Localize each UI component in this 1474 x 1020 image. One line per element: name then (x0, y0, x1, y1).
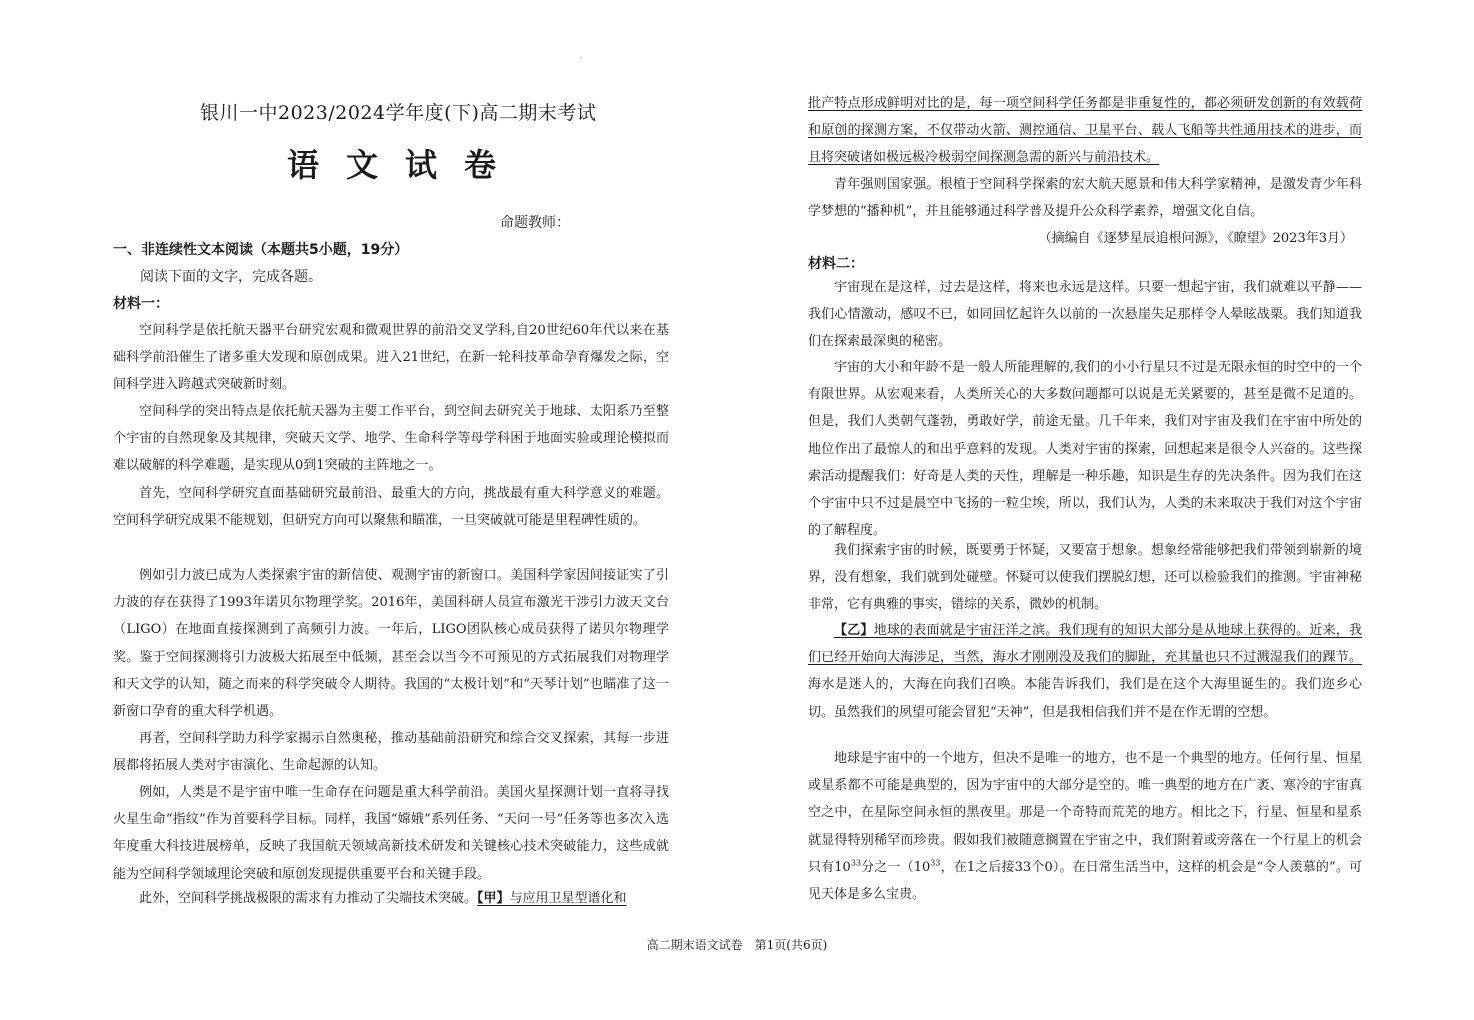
material2-paragraph: 宇宙现在是这样，过去是这样，将来也永远是这样。只要一想起宇宙，我们就难以平静——我们心情激动，感叹不已，如同回忆起许久以前的一次悬崖失足那样令人晕眩战栗。我们知道我们在探索最深奥的秘密。 (808, 280, 1362, 350)
material1-paragraph: 例如引力波已成为人类探索宇宙的新信使、观测宇宙的新窗口。美国科学家因间接证实了引力波的存在获得了1993年诺贝尔物理学奖。2016年，美国科研人员宣布激光干涉引力波天文台（LIGO）在地面直接探测到了高频引力波。一年后，LIGO团队核心成员获得了诺贝尔物理学奖。鉴于空间探测将引力波极大拓展至中低频，甚至会以当今不可预见的方式拓展我们对物理学和天文学的认知，随之而来的科学突破令人期待。我国的“太极计划”和“天琴计划”也瞄准了这一新窗口孕育的重大科学机遇。 (113, 568, 669, 720)
mark-yi: 【乙】 (834, 623, 874, 638)
material1-paragraph-jia: 此外，空间科学挑战极限的需求有力推动了尖端技术突破。【甲】与应用卫星型谱化和 (139, 891, 627, 906)
material2-paragraph: 我们探索宇宙的时候，既要勇于怀疑，又要富于想象。想象经常能够把我们带领到崭新的境界，没有想象，我们就到处碰壁。怀疑可以使我们摆脱幻想，还可以检验我们的推测。宇宙神秘非常，它有典雅的事实，错综的关系，微妙的机制。 (808, 543, 1362, 613)
material1-paragraph: 例如，人类是不是宇宙中唯一生命存在问题是重大科学前沿。美国火星探测计划一直将寻找火星生命“指纹”作为首要科学目标。同样，我国“嫦娥”系列任务、“天问一号”任务等也多次入选年度重大科技进展榜单，反映了我国航天领域高新技术研发和关键核心技术突破能力，这些成就能为空间科学领域理论突破和原创发现提供重要平台和关键手段。 (113, 785, 669, 882)
source-citation: （摘编自《逐梦星辰追根问源》，《瞭望》2023年3月） (1038, 231, 1353, 246)
mark-jia: 【甲】 (477, 891, 510, 906)
page-footer: 高二期末语文试卷 第1页(共6页) (646, 938, 828, 952)
underlined-text: 与应用卫星型谱化和 (509, 891, 627, 906)
material2-paragraph: 地球是宇宙中的一个地方，但决不是唯一的地方，也不是一个典型的地方。任何行星、恒星或星系都不可能是典型的，因为宇宙中的大部分是空的。唯一典型的地方在广袤、寒冷的宇宙真空之中，在星际空间永恒的黑夜里。那是一个奇特而荒芜的地方。相比之下，行星、恒星和星系就显得特别稀罕而珍贵。假如我们被随意搁置在宇宙之中，我们附着或旁落在一个行星上的机会只有$10^{33}$分之一（$10^{33}$，在1之后接33个0）。在日常生活当中，这样的机会是“令人羡慕的”。可见天体是多么宝贵。 (808, 751, 1362, 903)
school-title: 银川一中2023/2024学年度(下)高二期末考试 (200, 102, 597, 124)
material2-label: 材料二： (808, 256, 864, 272)
material1-paragraph: 空间科学是依托航天器平台研究宏观和微观世界的前沿交叉学科,自20世纪60年代以来在基础科学前沿催生了诸多重大发现和原创成果。进入21世纪，在新一轮科技革命孕育爆发之际，空间科学进入跨越式突破新时刻。 (113, 323, 669, 393)
material1-paragraph: 再者，空间科学助力科学家揭示自然奥秘，推动基础前沿研究和综合交叉探索，其每一步进展都将拓展人类对宇宙演化、生命起源的认知。 (113, 731, 669, 774)
underlined-text: 地球的表面就是宇宙汪洋之滨。我们现有的知识大部分是从地球上获得的。近来，我们已经开始向大海涉足，当然，海水才刚刚没及我们的脚趾，充其量也只不过溅湿我们的踝节。 (808, 623, 1362, 666)
material1-paragraph: 首先，空间科学研究直面基础研究最前沿、最重大的方向，挑战最有重大科学意义的难题。空间科学研究成果不能规划，但研究方向可以聚焦和瞄准，一旦突破就可能是里程碑性质的。 (113, 486, 669, 529)
paper-title: 语文试卷 (287, 146, 524, 184)
material1-paragraph: 空间科学的突出特点是依托航天器为主要工作平台，到空间去研究关于地球、太阳系乃至整个宇宙的自然现象及其规律，突破天文学、地学、生命科学等母学科困于地面实验或理论模拟而难以破解的科学难题，是实现从0到1突破的主阵地之一。 (113, 404, 669, 474)
material2-paragraph: 宇宙的大小和年龄不是一般人所能理解的,我们的小小行星只不过是无限永恒的时空中的一个有限世界。从宏观来看，人类所关心的大多数问题都可以说是无关紧要的，甚至是微不足道的。但是，我们人类朝气蓬勃，勇敢好学，前途无量。几千年来，我们对宇宙及我们在宇宙中所处的地位作出了最惊人的和出乎意料的发现。人类对宇宙的探索，回想起来是很令人兴奋的。这些探索活动提醒我们：好奇是人类的天性，理解是一种乐趣，知识是生存的先决条件。因为我们在这个宇宙中只不过是晨空中飞扬的一粒尘埃，所以，我们认为，人类的未来取决于我们对这个宇宙的了解程度。 (808, 360, 1362, 539)
material1-paragraph: 青年强则国家强。根植于空间科学探索的宏大航天愿景和伟大科学家精神，是激发青少年科学梦想的“播种机”，并且能够通过科学普及提升公众科学素养，增强文化自信。 (808, 177, 1362, 220)
section-instruction: 阅读下面的文字，完成各题。 (140, 269, 322, 285)
material1-label: 材料一： (113, 296, 169, 312)
stray-dot: · (580, 55, 582, 62)
material2-paragraph-yi: 【乙】地球的表面就是宇宙汪洋之滨。我们现有的知识大部分是从地球上获得的。近来，我们已经开始向大海涉足，当然，海水才刚刚没及我们的脚趾，充其量也只不过溅湿我们的踝节。海水是迷人的，大海在向我们召唤。本能告诉我们，我们是在这个大海里诞生的。我们迩乡心切。虽然我们的夙望可能会冒犯“天神”，但是我相信我们并不是在作无谓的空想。 (808, 623, 1362, 720)
section-heading: 一、非连续性文本阅读（本题共5小题，19分） (113, 242, 409, 258)
teacher-label: 命题教师： (500, 215, 570, 231)
underlined-passage-jia: 批产特点形成鲜明对比的是，每一项空间科学任务都是非重复性的，都必须研发创新的有效载荷和原创的探测方案，不仅带动火箭、测控通信、卫星平台、载人飞船等共性通用技术的进步，而且将突破诸如极远极冷极弱空间探测急需的新兴与前沿技术。 (808, 96, 1362, 166)
